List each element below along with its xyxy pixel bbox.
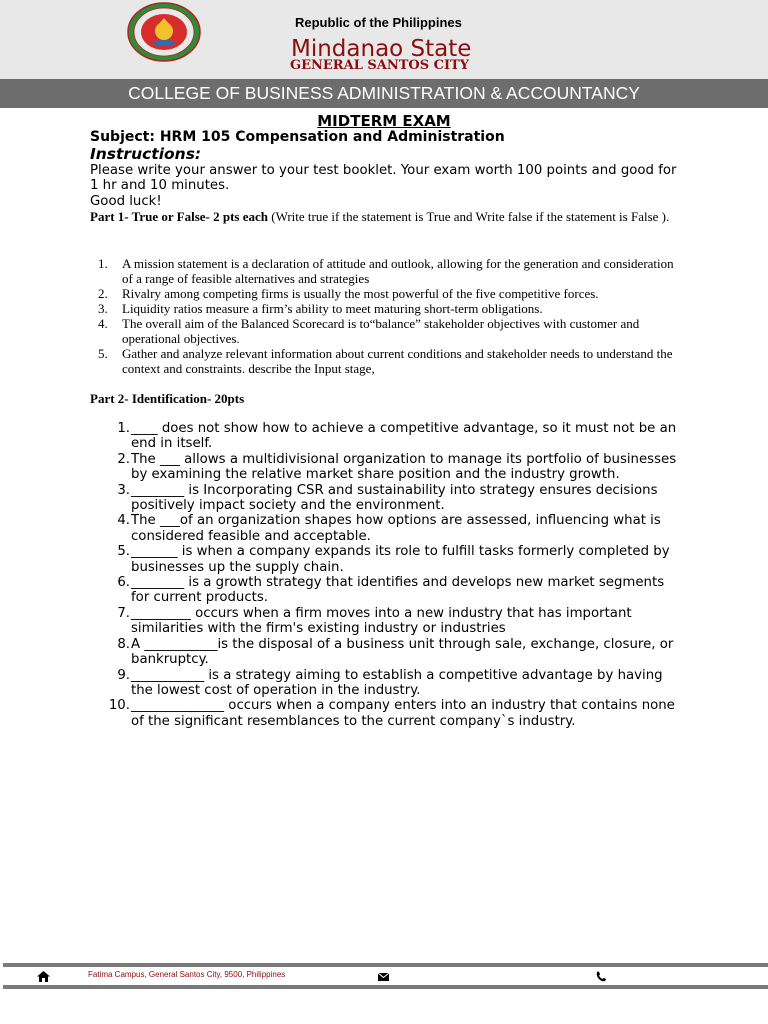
- item-number: 5.: [98, 346, 108, 361]
- exam-title: MIDTERM EXAM: [317, 112, 451, 130]
- list-item: [90, 452, 682, 483]
- list-item: [90, 316, 680, 346]
- item-text: A ___________is the disposal of a business unit through sale, exchange, closure, or bankruptcy.: [131, 636, 674, 668]
- footer-divider-top: [3, 963, 768, 967]
- list-item: [90, 286, 680, 301]
- list-item: [90, 544, 682, 575]
- list-item: [90, 668, 682, 699]
- item-number: 3.: [117, 482, 130, 498]
- item-number: 9.: [117, 667, 130, 683]
- part1-heading: Part 1- True or False- 2 pts each: [90, 209, 268, 224]
- item-text: Gather and analyze relevant information about current conditions and stakeholder needs to understand the context and constraints. describe the Input stage,: [122, 346, 673, 376]
- item-text: The ___of an organization shapes how options are assessed, influencing what is considered feasible and acceptable.: [131, 513, 661, 544]
- item-text: Liquidity ratios measure a firm’s ability to meet maturing short-term obligations.: [122, 301, 543, 316]
- item-number: 4.: [117, 513, 130, 529]
- exam-subject: Subject: HRM 105 Compensation and Administration: [90, 129, 505, 145]
- item-text: ________ is a growth strategy that identifies and develops new market segments for current products.: [131, 575, 665, 606]
- home-icon: [37, 971, 50, 982]
- part2-heading: Part 2- Identification- 20pts: [90, 391, 245, 406]
- item-number: 8.: [117, 636, 130, 652]
- item-number: 5.: [117, 544, 130, 560]
- item-text: Rivalry among competing firms is usually the most powerful of the five competitive forces.: [122, 286, 599, 301]
- republic-label: Republic of the Philippines: [295, 15, 462, 30]
- list-item: [90, 421, 682, 452]
- item-text: _______ is when a company expands its role to fulfill tasks formerly completed by businesses up the supply chain.: [131, 544, 670, 575]
- item-text: ______________ occurs when a company enters into an industry that contains none of the significant resemblances to the current company`s industry.: [131, 698, 675, 729]
- item-number: 1.: [117, 421, 130, 436]
- list-item: [90, 346, 680, 376]
- phone-icon: [596, 971, 606, 982]
- item-number: 2.: [98, 286, 108, 301]
- item-number: 1.: [98, 256, 108, 271]
- part1-list: [90, 256, 680, 376]
- instructions-body: [90, 163, 680, 209]
- list-item: [90, 301, 680, 316]
- list-item: [90, 637, 682, 668]
- part2-list: [90, 421, 682, 729]
- part1-header: [90, 209, 680, 224]
- item-number: 4.: [98, 316, 108, 331]
- university-name: Mindanao State: [291, 36, 472, 62]
- footer-address: Fatima Campus, General Santos City, 9500, Philippines: [88, 970, 286, 979]
- item-text: ____ does not show how to achieve a competitive advantage, so it must not be an end in itself.: [131, 421, 677, 452]
- list-item: [90, 483, 682, 514]
- city-name: GENERAL SANTOS CITY: [290, 58, 470, 73]
- item-text: _________ occurs when a firm moves into a new industry that has important similarities with the firm's existing industry or industries: [131, 605, 632, 637]
- item-number: 3.: [98, 301, 108, 316]
- list-item: [90, 256, 680, 286]
- mail-icon: [378, 973, 389, 981]
- item-number: 10.: [108, 698, 130, 714]
- list-item: [90, 606, 682, 637]
- item-text: ________ is Incorporating CSR and sustainability into strategy ensures decisions positively impact society and the environment.: [131, 482, 658, 514]
- page-header: [0, 0, 768, 80]
- item-text: The ___ allows a multidivisional organization to manage its portfolio of businesses by examining the relative market share position and the industry growth.: [131, 451, 677, 483]
- item-number: 6.: [117, 575, 130, 591]
- footer-divider-bottom: [3, 985, 768, 989]
- item-text: The overall aim of the Balanced Scorecard is to“balance” stakeholder objectives with customer and operational objectives.: [122, 316, 640, 346]
- item-number: 7.: [117, 605, 130, 621]
- item-text: A mission statement is a declaration of attitude and outlook, allowing for the generation and consideration of a range of feasible alternatives and strategies: [122, 256, 674, 286]
- instructions-heading: Instructions:: [90, 145, 202, 163]
- college-banner: COLLEGE OF BUSINESS ADMINISTRATION & ACCOUNTANCY: [0, 79, 768, 108]
- instructions-text: Please write your answer to your test booklet. Your exam worth 100 points and good for 1 hr and 10 minutes.: [90, 163, 677, 194]
- good-luck-text: Good luck!: [90, 193, 162, 209]
- item-number: 2.: [117, 451, 130, 467]
- part1-note: (Write true if the statement is True and Write false if the statement is False ).: [268, 209, 670, 224]
- item-text: ___________ is a strategy aiming to establish a competitive advantage by having the lowest cost of operation in the industry.: [131, 667, 663, 698]
- list-item: [90, 698, 682, 729]
- list-item: [90, 575, 682, 606]
- university-seal-logo: [127, 2, 201, 62]
- list-item: [90, 513, 682, 544]
